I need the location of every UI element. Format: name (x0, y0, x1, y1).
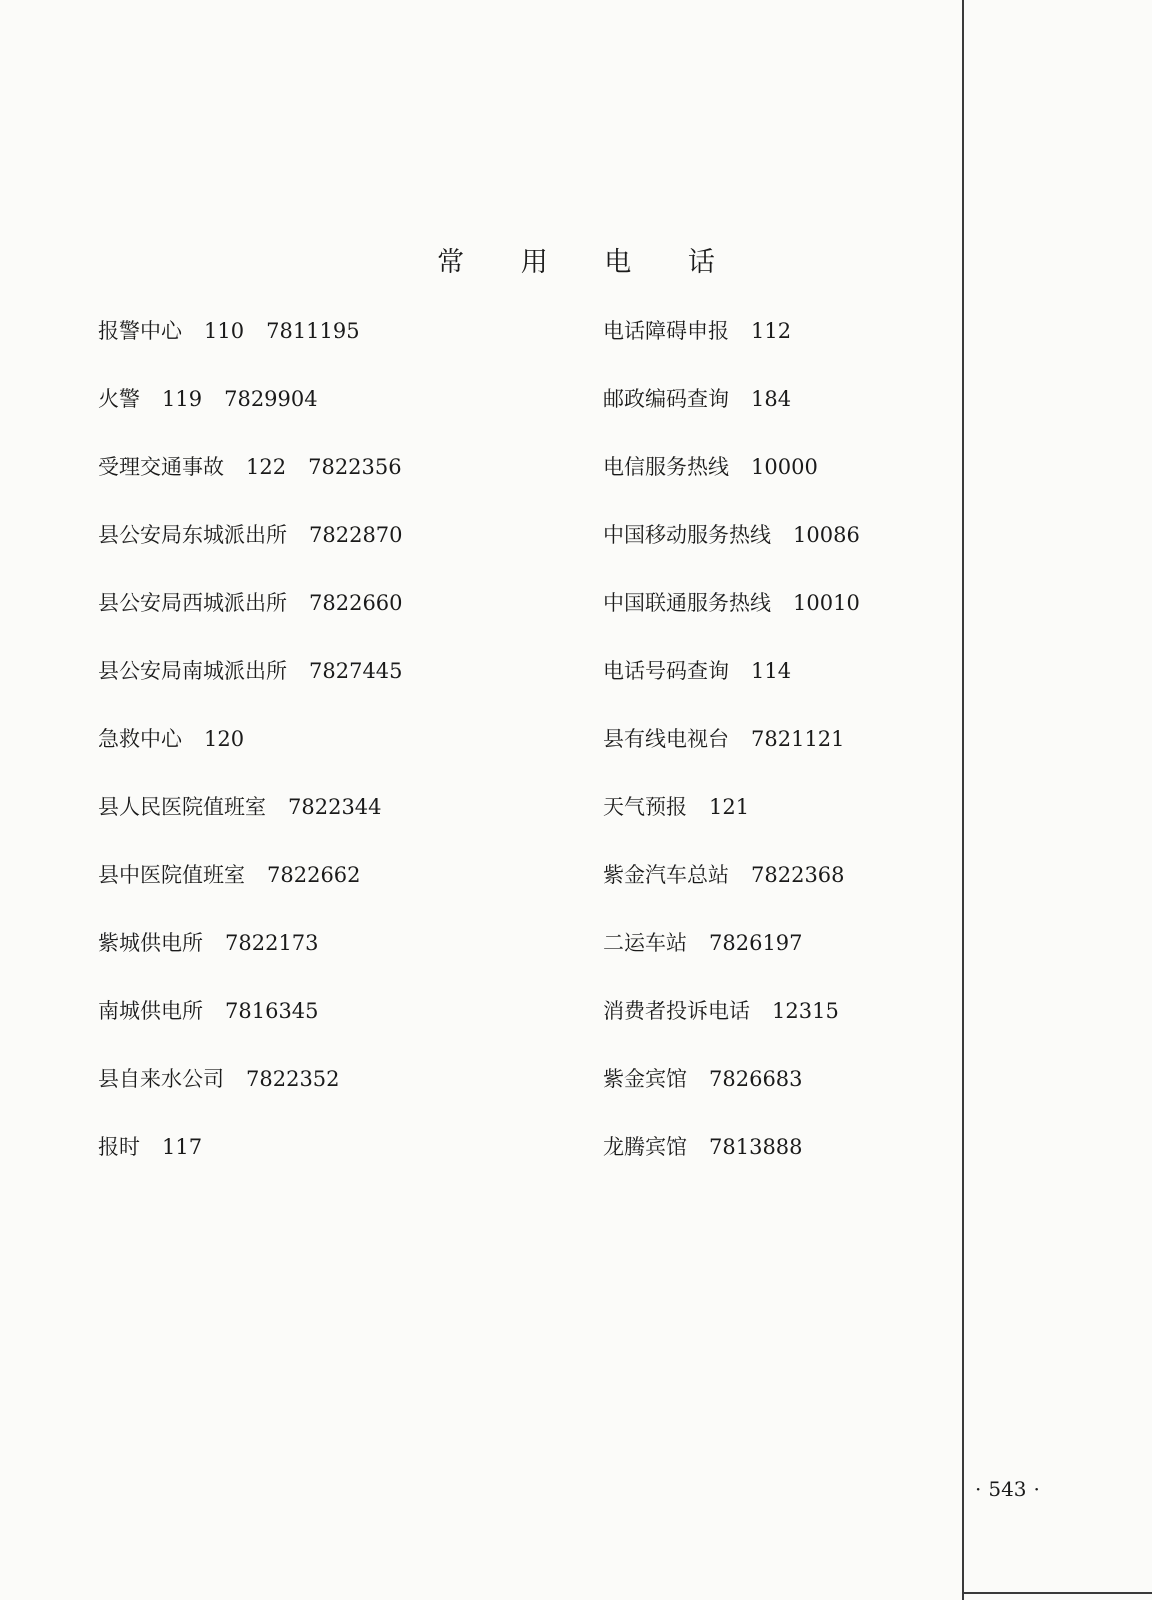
phone-entry (98, 656, 538, 724)
entry-number: 7822344 (288, 795, 382, 819)
entry-number: 7813888 (709, 1135, 803, 1159)
entry-name: 中国移动服务热线 (603, 523, 771, 547)
entry-name: 龙腾宾馆 (603, 1135, 687, 1159)
entry-number: 10010 (793, 591, 860, 615)
entry-name: 电话号码查询 (603, 659, 729, 683)
entry-name: 天气预报 (603, 795, 687, 819)
phone-entry (98, 384, 538, 452)
entry-name: 受理交通事故 (98, 455, 224, 479)
phone-entry (603, 384, 1043, 452)
phone-entry (98, 452, 538, 520)
phone-entry (603, 316, 1043, 384)
entry-number: 7822660 (309, 591, 403, 615)
entry-number: 12315 (772, 999, 839, 1023)
entry-name: 急救中心 (98, 727, 182, 751)
phone-list-left (98, 316, 538, 1200)
phone-entry (98, 724, 538, 792)
entry-number: 184 (751, 387, 792, 411)
phone-entry (603, 1132, 1043, 1200)
phone-entry (98, 316, 538, 384)
entry-number: 120 (204, 727, 245, 751)
page-number-dot-left: · (975, 1477, 982, 1501)
entry-name: 电信服务热线 (603, 455, 729, 479)
entry-number-secondary: 7822356 (308, 455, 402, 479)
entry-number: 7822870 (309, 523, 403, 547)
entry-number: 7821121 (751, 727, 845, 751)
phone-entry (603, 996, 1043, 1064)
entry-name: 紫金汽车总站 (603, 863, 729, 887)
entry-number: 110 (204, 319, 245, 343)
entry-number: 7827445 (309, 659, 403, 683)
phone-entry (603, 520, 1043, 588)
phone-entry (98, 1132, 538, 1200)
entry-name: 县人民医院值班室 (98, 795, 266, 819)
page-number-dot-right: · (1033, 1477, 1040, 1501)
phone-entry (98, 928, 538, 996)
entry-name: 邮政编码查询 (603, 387, 729, 411)
phone-entry (603, 1064, 1043, 1132)
entry-name: 县公安局西城派出所 (98, 591, 287, 615)
phone-entry (98, 1064, 538, 1132)
phone-entry (98, 520, 538, 588)
entry-number: 112 (751, 319, 792, 343)
phone-entry (603, 860, 1043, 928)
page-number (968, 1477, 1047, 1501)
entry-number: 119 (162, 387, 203, 411)
entry-name: 县中医院值班室 (98, 863, 245, 887)
page-title: 常 用 电 话 (437, 247, 739, 278)
entry-number: 10086 (793, 523, 860, 547)
entry-number: 7816345 (225, 999, 319, 1023)
entry-name: 紫金宾馆 (603, 1067, 687, 1091)
entry-name: 二运车站 (603, 931, 687, 955)
entry-name: 紫城供电所 (98, 931, 203, 955)
phone-entry (603, 724, 1043, 792)
entry-number: 114 (751, 659, 792, 683)
phone-entry (603, 792, 1043, 860)
entry-number: 7826683 (709, 1067, 803, 1091)
page-number-value: 543 (988, 1477, 1027, 1501)
entry-number-secondary: 7811195 (266, 319, 360, 343)
entry-name: 报时 (98, 1135, 140, 1159)
entry-name: 南城供电所 (98, 999, 203, 1023)
phone-entry (603, 588, 1043, 656)
phone-entry (603, 656, 1043, 724)
phone-list-right (603, 316, 1043, 1200)
entry-name: 县公安局东城派出所 (98, 523, 287, 547)
phone-entry (98, 588, 538, 656)
phone-entry (98, 860, 538, 928)
entry-name: 县自来水公司 (98, 1067, 224, 1091)
entry-number: 121 (709, 795, 750, 819)
phone-entry (603, 452, 1043, 520)
phone-entry (98, 996, 538, 1064)
phone-entry (98, 792, 538, 860)
entry-number-secondary: 7829904 (224, 387, 318, 411)
entry-name: 县有线电视台 (603, 727, 729, 751)
entry-name: 县公安局南城派出所 (98, 659, 287, 683)
entry-number: 7822662 (267, 863, 361, 887)
entry-number: 7822368 (751, 863, 845, 887)
entry-number: 122 (246, 455, 287, 479)
entry-number: 10000 (751, 455, 818, 479)
entry-number: 7822352 (246, 1067, 340, 1091)
entry-number: 7826197 (709, 931, 803, 955)
entry-name: 报警中心 (98, 319, 182, 343)
phone-entry (603, 928, 1043, 996)
entry-name: 中国联通服务热线 (603, 591, 771, 615)
entry-name: 火警 (98, 387, 140, 411)
entry-number: 117 (162, 1135, 203, 1159)
entry-name: 电话障碍申报 (603, 319, 729, 343)
page-bottom-edge-line (962, 1592, 1152, 1594)
entry-name: 消费者投诉电话 (603, 999, 750, 1023)
entry-number: 7822173 (225, 931, 319, 955)
